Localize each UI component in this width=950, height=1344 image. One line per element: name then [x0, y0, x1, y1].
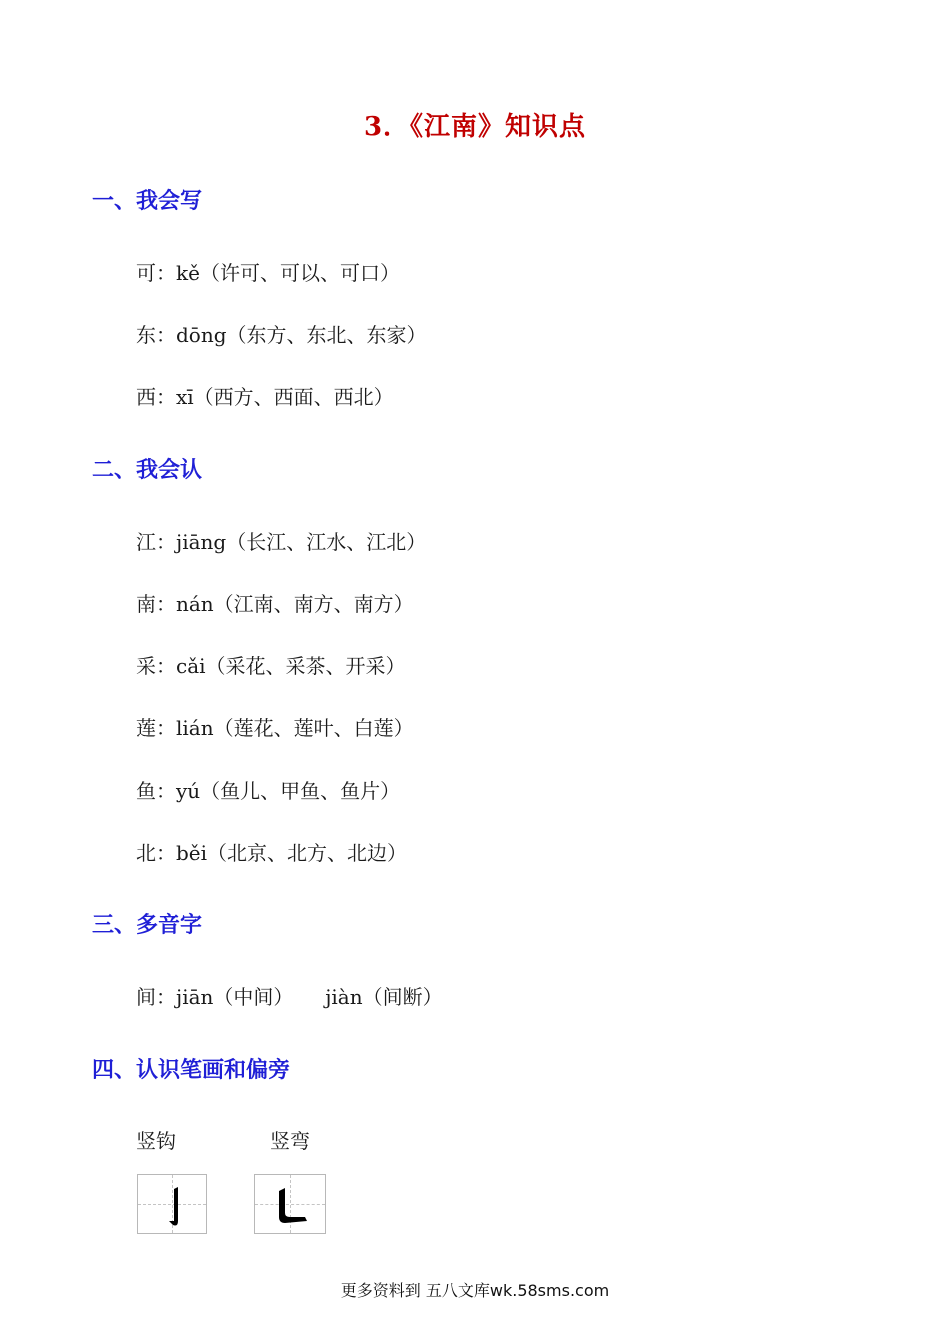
- stroke-label-vertical-bend: 竖弯: [270, 1129, 310, 1153]
- stroke-label-vertical-hook: 竖钩: [136, 1129, 176, 1153]
- char-item: 南：nán（江南、南方、南方）: [136, 592, 414, 616]
- char-item: 北：běi（北京、北方、北边）: [136, 841, 408, 865]
- char-item: 鱼：yú（鱼儿、甲鱼、鱼片）: [136, 779, 401, 803]
- char-item: 可：kě（许可、可以、可口）: [136, 261, 400, 285]
- polyphone-item: 间：jiān（中间） jiàn（间断）: [136, 985, 443, 1009]
- char-item: 东：dōng（东方、东北、东家）: [136, 323, 427, 347]
- vertical-bend-stroke-icon: [254, 1174, 326, 1234]
- section-heading-write: 一、我会写: [92, 188, 203, 214]
- vertical-hook-stroke-icon: [137, 1174, 207, 1234]
- char-item: 采：cǎi（采花、采茶、开采）: [136, 654, 406, 678]
- char-item: 江：jiāng（长江、江水、江北）: [136, 530, 427, 554]
- char-item: 西：xī（西方、西面、西北）: [136, 385, 394, 409]
- page-title: 3．《江南》知识点: [363, 112, 587, 142]
- char-item: 莲：lián（莲花、莲叶、白莲）: [136, 716, 414, 740]
- section-heading-polyphone: 三、多音字: [92, 912, 203, 938]
- section-heading-strokes: 四、认识笔画和偏旁: [92, 1057, 291, 1083]
- section-heading-recognize: 二、我会认: [92, 457, 203, 483]
- footer-source: 更多资料到 五八文库wk.58sms.com: [340, 1281, 610, 1300]
